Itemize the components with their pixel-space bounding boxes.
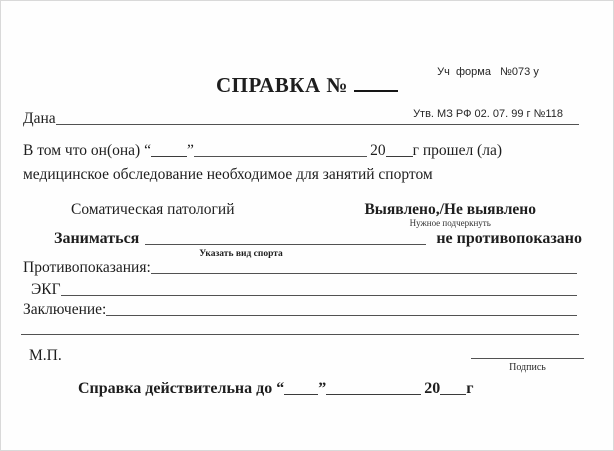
engage-label: Заниматься bbox=[54, 230, 140, 247]
specify-sport-note: Указать вид спорта bbox=[199, 249, 283, 259]
statement-line2: медицинское обследование необходимое для занятий спортом bbox=[23, 166, 433, 183]
conclusion-fill-line bbox=[106, 315, 577, 316]
validity-row bbox=[78, 380, 474, 398]
year-prefix: 20 bbox=[370, 142, 386, 159]
form-approval-line: Утв. МЗ РФ 02. 07. 99 г №118 bbox=[413, 108, 563, 120]
year-blank bbox=[386, 156, 413, 157]
sport-fill-line bbox=[145, 244, 426, 245]
contraindications-row bbox=[23, 259, 577, 277]
conclusion-row bbox=[23, 301, 577, 319]
title-row bbox=[1, 73, 613, 98]
certificate-number-blank bbox=[354, 90, 398, 92]
statement-row bbox=[23, 142, 502, 160]
valid-until-prefix: Справка действительна до “ bbox=[78, 380, 285, 397]
not-contraindicated-label: не противопоказано bbox=[436, 230, 582, 247]
valid-month-blank bbox=[326, 394, 421, 395]
somatic-result: Выявлено,/Не выявлено bbox=[364, 201, 536, 218]
stamp-place-label: М.П. bbox=[29, 347, 62, 364]
valid-year-prefix: 20 bbox=[424, 380, 441, 397]
ecg-fill-line bbox=[61, 295, 577, 296]
sport-permission-row bbox=[54, 230, 582, 248]
valid-year-blank bbox=[440, 394, 466, 395]
contraindications-label: Противопоказания: bbox=[23, 259, 151, 276]
signature-label: Подпись bbox=[509, 362, 546, 373]
form-number-line: Уч форма №073 у bbox=[437, 66, 539, 78]
day-blank bbox=[151, 156, 187, 157]
ecg-label: ЭКГ bbox=[31, 281, 61, 298]
underline-applicable-note: Нужное подчеркнуть bbox=[409, 218, 491, 228]
somatic-pathology-row bbox=[71, 201, 536, 229]
ecg-row bbox=[23, 281, 577, 299]
statement-suffix: г прошел (ла) bbox=[412, 142, 502, 159]
issued-to-fill-line bbox=[56, 124, 579, 125]
somatic-result-block bbox=[364, 201, 536, 229]
issued-to-label: Дана bbox=[23, 110, 56, 127]
conclusion-label: Заключение: bbox=[23, 301, 107, 318]
issued-to-row bbox=[23, 110, 579, 128]
somatic-pathology-label: Соматическая патологий bbox=[71, 201, 235, 218]
valid-day-blank bbox=[284, 394, 318, 395]
contraindications-fill-line bbox=[151, 273, 577, 274]
statement-prefix: В том что он(она) “ bbox=[23, 142, 151, 159]
statement-close-quote: ” bbox=[186, 142, 194, 159]
page-title: СПРАВКА № bbox=[215, 73, 349, 97]
valid-year-suffix: г bbox=[466, 380, 474, 397]
signature-line bbox=[471, 358, 584, 359]
valid-close-quote: ” bbox=[318, 380, 327, 397]
month-fill-line bbox=[194, 156, 367, 157]
conclusion-continuation-line bbox=[21, 334, 579, 335]
